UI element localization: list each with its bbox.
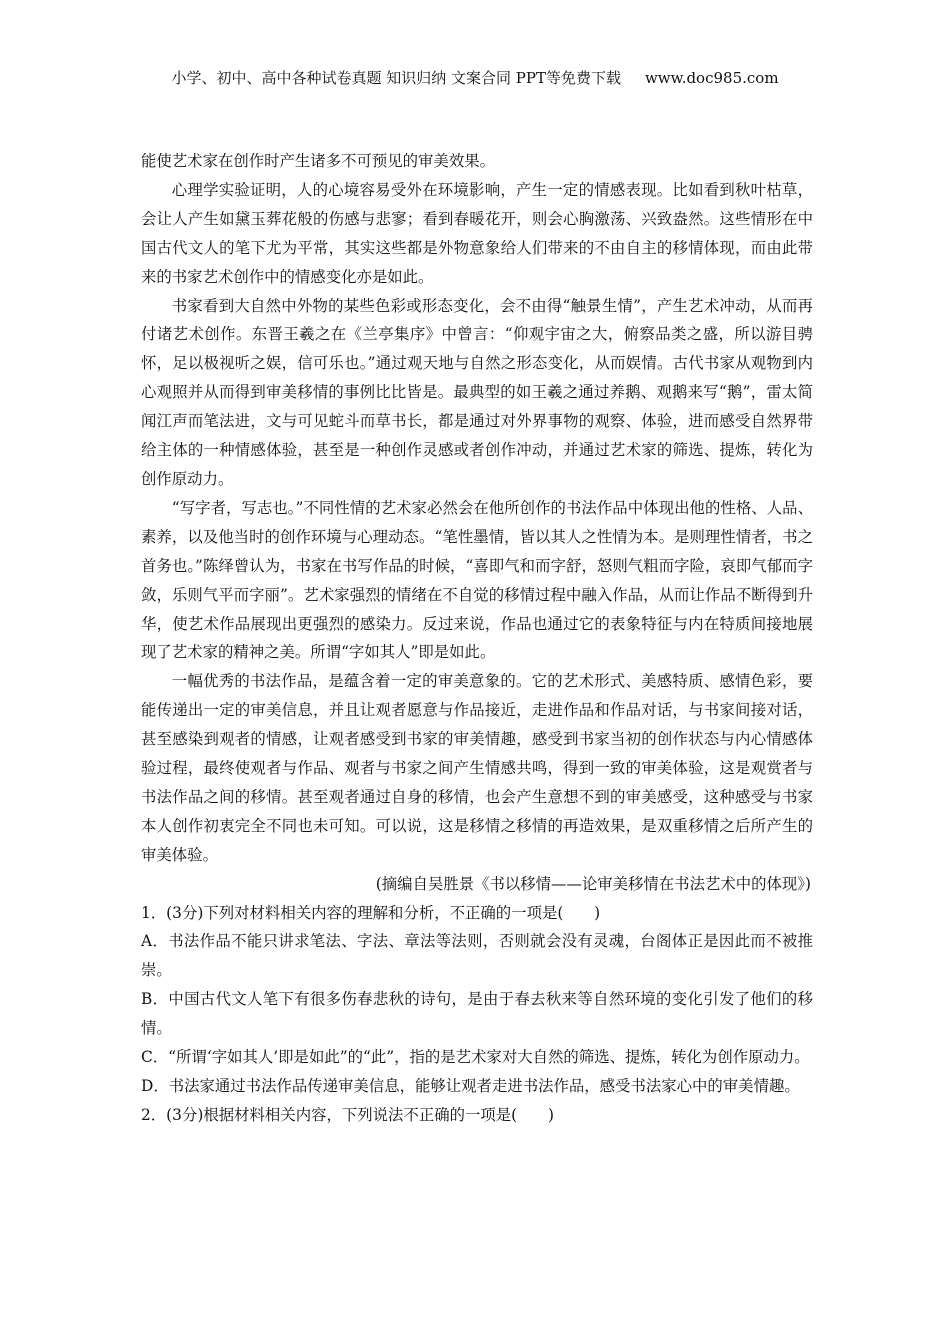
question-stem: 2．(3分)根据材料相关内容，下列说法不正确的一项是( ) [141, 1105, 554, 1124]
article-paragraph: “写字者，写志也。”不同性情的艺术家必然会在他所创作的书法作品中体现出他的性格、人品、素养，以及他当时的创作环境与心理动态。“笔性墨情，皆以其人之性情为本。是则理性情者，书之首务也。”陈绎曾认为，书家在书写作品的时候，“喜即气和而字舒，怒则气粗而字险，哀即气郁而字敛，乐则气平而字丽”。艺术家强烈的情绪在不自觉的移情过程中融入作品，从而让作品不断得到升华，使艺术作品展现出更强烈的感染力。反过来说，作品也通过它的表象特征与内在特质间接地展现了艺术家的精神之美。所谓“字如其人”即是如此。 [141, 498, 813, 662]
question-option: D．书法家通过书法作品传递审美信息，能够让观者走进书法作品，感受书法家心中的审美情趣。 [141, 1077, 800, 1095]
question-option: C．“所谓‘字如其人’即是如此”的“此”，指的是艺术家对大自然的筛选、提炼，转化为创作原动力。 [141, 1048, 810, 1067]
question-option: B．中国古代文人笔下有很多伤春悲秋的诗句，是由于春去秋来等自然环境的变化引发了他们的移情。 [141, 990, 813, 1038]
header-url[interactable]: www.doc985.com [644, 69, 779, 87]
header-text: 小学、初中、高中各种试卷真题 知识归纳 文案合同 PPT等免费下载 [171, 69, 621, 87]
article-paragraph: 心理学实验证明，人的心境容易受外在环境影响，产生一定的情感表现。比如看到秋叶枯草，会让人产生如黛玉葬花般的伤感与悲寥；看到春暖花开，则会心胸激荡、兴致盎然。这些情形在中国古代文人的笔下尤为平常，其实这些都是外物意象给人们带来的不由自主的移情体现，而由此带来的书家艺术创作中的情感变化亦是如此。 [141, 180, 813, 286]
page-header [0, 68, 950, 88]
article-paragraph: 书家看到大自然中外物的某些色彩或形态变化，会不由得“触景生情”，产生艺术冲动，从而再付诸艺术创作。东晋王羲之在《兰亭集序》中曾言：“仰观宇宙之大，俯察品类之盛，所以游目骋怀，足以极视听之娱，信可乐也。”通过观天地与自然之形态变化，从而娱情。古代书家从观物到内心观照并从而得到审美移情的事例比比皆是。最典型的如王羲之通过养鹅、观鹅来写“鹅”，雷太简闻江声而笔法进，文与可见蛇斗而草书长，都是通过对外界事物的观察、体验，进而感受自然界带给主体的一种情感体验，甚至是一种创作灵感或者创作冲动，并通过艺术家的筛选、提炼，转化为创作原动力。 [141, 296, 813, 488]
document-body [141, 147, 813, 1130]
article-paragraph: 一幅优秀的书法作品，是蕴含着一定的审美意象的。它的艺术形式、美感特质、感情色彩，要能传递出一定的审美信息，并且让观者愿意与作品接近，走进作品和作品对话，与书家间接对话，甚至感染到观者的情感，让观者感受到书家的审美情趣，感受到书家当初的创作状态与内心情感体验过程，最终使观者与作品、观者与书家之间产生情感共鸣，得到一致的审美体验，这是观赏者与书法作品之间的移情。甚至观者通过自身的移情，也会产生意想不到的审美感受，这种感受与书家本人创作初衷完全不同也未可知。可以说，这是移情之移情的再造效果，是双重移情之后所产生的审美体验。 [141, 672, 813, 864]
article-source: (摘编自吴胜景《书以移情——论审美移情在书法艺术中的体现》) [375, 874, 811, 893]
question-option: A．书法作品不能只讲求笔法、字法、章法等法则，否则就会没有灵魂，台阁体正是因此而不被推崇。 [141, 932, 813, 980]
question-stem: 1．(3分)下列对材料相关内容的理解和分析，不正确的一项是( ) [141, 903, 601, 922]
article-paragraph: 能使艺术家在创作时产生诸多不可预见的审美效果。 [141, 152, 495, 170]
